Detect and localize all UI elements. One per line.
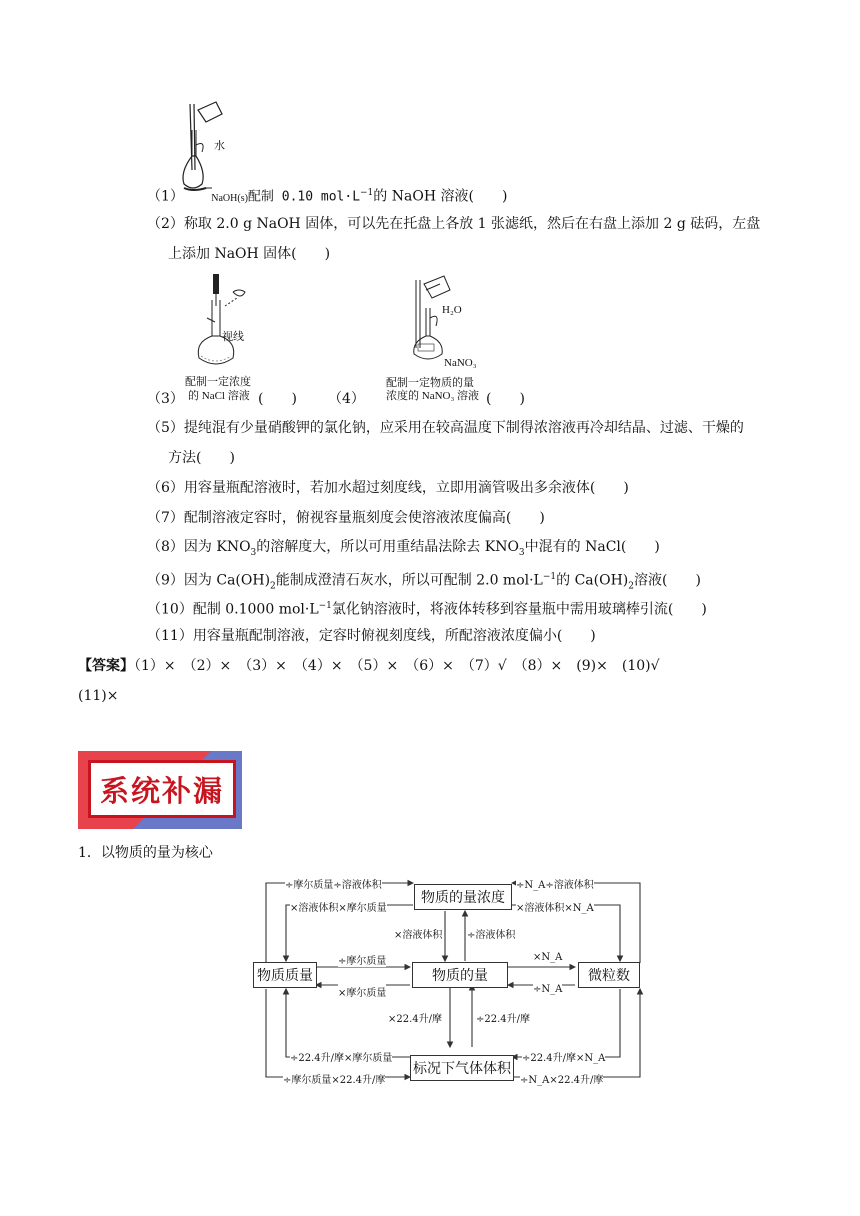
label-particles-to-mol: ÷N_A xyxy=(533,984,563,995)
question-8-text-2: 的溶解度大，所以可用重结晶法除去 KNO xyxy=(256,539,519,555)
label-mol-to-particles: ×N_A xyxy=(533,952,563,963)
section-banner-text: 系统补漏 xyxy=(88,760,236,818)
question-10 xyxy=(147,596,707,620)
question-8-sub-1: 3 xyxy=(250,547,257,558)
question-1-number: （1） xyxy=(147,188,184,205)
answer-line-1 xyxy=(78,656,660,676)
section-banner xyxy=(78,751,242,829)
label-top-left-inner: ×溶液体积×摩尔质量 xyxy=(290,899,387,914)
answer-label: 【答案】 xyxy=(78,658,134,674)
question-10-text-1: （10）配制 0.1000 mol·L xyxy=(147,601,319,618)
label-bottom-left-outer: ÷摩尔质量×22.4升/摩 xyxy=(283,1071,385,1086)
label-top-right-inner: ×溶液体积×N_A xyxy=(516,899,594,914)
volumetric-flask-nacl-figure xyxy=(185,270,265,376)
box-mass: 物质质量 xyxy=(253,962,317,988)
question-6: （6）用容量瓶配溶液时，若加水超过刻度线，立即用滴管吸出多余液体( ) xyxy=(147,480,629,496)
label-bottom-left-inner: ÷22.4升/摩×摩尔质量 xyxy=(290,1049,392,1064)
question-7: （7）配制溶液定容时，俯视容量瓶刻度会使溶液浓度偏高( ) xyxy=(147,510,545,526)
question-9-text-1: （9）因为 Ca(OH) xyxy=(147,572,271,589)
question-8 xyxy=(147,537,660,563)
question-4-number: （4） xyxy=(328,391,365,407)
question-8-sub-2: 3 xyxy=(518,547,525,558)
box-particles: 微粒数 xyxy=(578,962,640,988)
figure-label-h2o: H₂O xyxy=(442,304,462,316)
figure-caption-nacl-2: 的 NaCl 溶液 xyxy=(188,390,250,402)
figure-label-nano3: NaNO₃ xyxy=(444,357,477,369)
question-3-blank: ( ) xyxy=(258,391,297,407)
label-bottom-right-outer: ÷N_A×22.4升/摩 xyxy=(520,1071,603,1086)
question-11: （11）用容量瓶配制溶液，定容时俯视刻度线，所配溶液浓度偏小( ) xyxy=(147,628,596,644)
question-1-sup: −1 xyxy=(360,188,374,198)
label-top-left-outer: ÷摩尔质量÷溶液体积 xyxy=(285,876,382,891)
question-5-line-2: 方法( ) xyxy=(168,450,235,466)
box-concentration: 物质的量浓度 xyxy=(414,884,512,910)
question-10-sup: −1 xyxy=(318,601,332,611)
label-mid-up: ÷溶液体积 xyxy=(467,926,515,941)
question-9-text-3: 的 Ca(OH) xyxy=(556,572,629,589)
label-mol-down: ×22.4升/摩 xyxy=(388,1010,442,1025)
question-2-line-1: （2）称取 2.0 g NaOH 固体，可以先在托盘上各放 1 张滤纸，然后在右盘上添加 2 g 砝码，左盘 xyxy=(147,216,761,232)
question-1-text: 配制 0.10 mol·L xyxy=(247,189,361,205)
question-9-text-4: 溶液( ) xyxy=(634,572,701,589)
figure-label-sightline: 视线 xyxy=(222,331,244,343)
figure-label-naoh: NaOH(s) xyxy=(211,192,248,204)
label-gas-up: ÷22.4升/摩 xyxy=(476,1010,530,1025)
box-gas-volume: 标况下气体体积 xyxy=(410,1055,514,1081)
question-9-sup: −1 xyxy=(542,572,557,582)
box-moles: 物质的量 xyxy=(412,962,508,988)
answer-line-2: (11)× xyxy=(78,688,119,704)
question-5-line-1: （5）提纯混有少量硝酸钾的氯化钠，应采用在较高温度下制得浓溶液再冷却结晶、过滤、干燥的 xyxy=(147,420,744,436)
question-2-line-2: 上添加 NaOH 固体( ) xyxy=(168,246,331,262)
question-9 xyxy=(147,567,701,596)
figure-label-water: 水 xyxy=(214,140,225,152)
label-bottom-right-inner: ÷22.4升/摩×N_A xyxy=(522,1049,605,1064)
question-9-sub-2: 2 xyxy=(628,581,634,592)
question-10-text-2: 氯化钠溶液时，将液体转移到容量瓶中需用玻璃棒引流( ) xyxy=(331,601,707,618)
question-9-sub-1: 2 xyxy=(270,581,276,592)
question-8-text-1: （8）因为 KNO xyxy=(147,539,251,555)
answer-values: （1）× （2）× （3）× （4）× （5）× （6）× （7）√ （8）× (9)× (10)√ xyxy=(134,658,660,674)
question-1-text-end: 的 NaOH 溶液( ) xyxy=(373,188,508,205)
section-title: 1．以物质的量为核心 xyxy=(78,845,213,861)
figure-caption-nano3-2: 浓度的 NaNO₃ 溶液 xyxy=(386,390,480,402)
question-4-blank: ( ) xyxy=(486,391,525,407)
label-mass-to-mol: ÷摩尔质量 xyxy=(338,952,386,967)
question-9-text-2: 能制成澄清石灰水，所以可配制 2.0 mol·L xyxy=(275,572,543,589)
question-8-text-3: 中混有的 NaCl( ) xyxy=(524,539,660,555)
question-1 xyxy=(147,183,507,209)
label-mid-down: ×溶液体积 xyxy=(394,926,442,941)
label-top-right-outer: ÷N_A÷溶液体积 xyxy=(516,876,594,891)
figure-caption-nano3-1: 配制一定物质的量 xyxy=(386,377,474,389)
question-3-number: （3） xyxy=(147,391,184,407)
figure-caption-nacl-1: 配制一定浓度 xyxy=(185,376,251,388)
label-mol-to-mass: ×摩尔质量 xyxy=(338,984,386,999)
